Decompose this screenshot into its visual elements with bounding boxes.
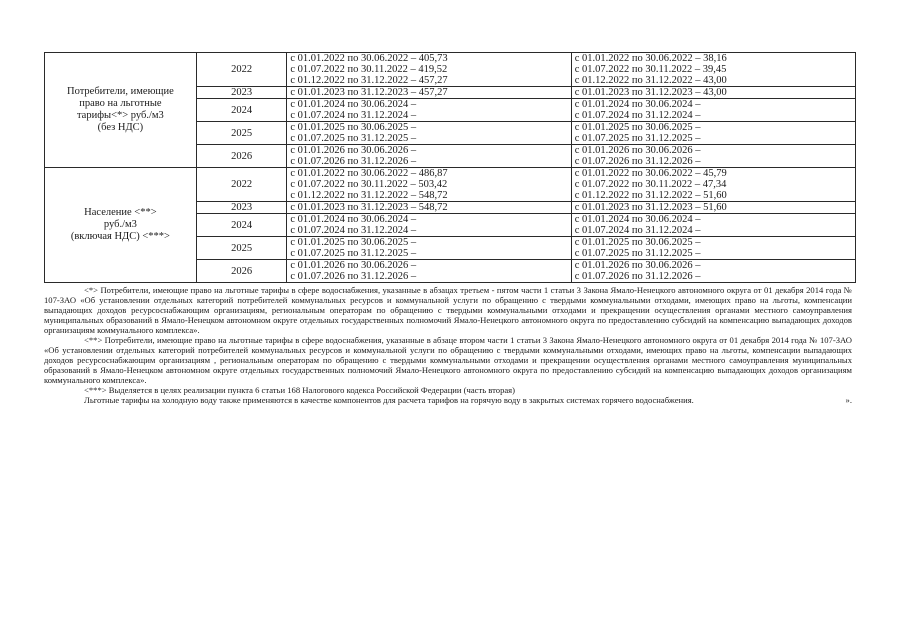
- tariff-component-cell: [571, 168, 855, 202]
- consumer-category-cell: [45, 53, 197, 168]
- tariff-cell: [287, 87, 571, 99]
- tariff-period-line: с 01.07.2022 по 30.11.2022 – 47,34: [574, 179, 727, 190]
- tariff-cell: [287, 202, 571, 214]
- year-cell: 2023: [196, 202, 287, 214]
- tariff-period-line: с 01.01.2024 по 30.06.2024 –: [290, 214, 417, 225]
- tariff-period-line: с 01.01.2026 по 30.06.2026 –: [290, 260, 417, 271]
- table-row: [45, 168, 856, 202]
- tariff-period-line: с 01.01.2023 по 31.12.2023 – 457,27: [290, 87, 448, 98]
- tariff-period-line: с 01.01.2025 по 30.06.2025 –: [574, 122, 701, 133]
- footnote-4: Льготные тарифы на холодную воду также применяются в качестве компонентов для расчета тарифов на горячую воду в закрытых системах горячего водоснабжения.: [84, 395, 694, 405]
- year-cell: 2025: [196, 122, 287, 145]
- tariff-period-line: с 01.01.2025 по 30.06.2025 –: [574, 237, 701, 248]
- tariff-cell: [287, 145, 571, 168]
- category-line: (без НДС): [97, 122, 144, 133]
- tariff-period-line: с 01.01.2023 по 31.12.2023 – 43,00: [574, 87, 727, 98]
- tariff-table: [44, 52, 856, 283]
- tariff-period-line: с 01.07.2024 по 31.12.2024 –: [290, 110, 417, 121]
- year-cell: 2022: [196, 53, 287, 87]
- tariff-period-line: с 01.01.2023 по 31.12.2023 – 548,72: [290, 202, 448, 213]
- tariff-period-line: с 01.01.2025 по 30.06.2025 –: [290, 122, 417, 133]
- footnote-1: <*> Потребители, имеющие право на льготные тарифы в сфере водоснабжения, указанные в абзацах третьем - пятом части 1 статьи 3 Закона Ямало-Ненецкого автономного округа от 01 декабря 2014 года № 107-ЗАО «Об установлении отдельных категорий потребителей коммунальных ресурсов и коммунальной услуги по обращению с твердыми коммунальными отходами, имеющих право на льготы, компенсации выпадающих доходов ресурсоснабжающим организациям, региональным операторам по обращению с твердыми коммунальными отходами и прекращении осуществления органами местного самоуправления муниципальных образований в Ямало-Ненецком автономном округе отдельных государственных полномочий Ямало-Ненецкого автономного округа по предоставлению субсидий на компенсацию выпадающих доходов организациям коммунального комплекса».: [44, 285, 852, 335]
- category-line: Потребители, имеющие: [67, 86, 174, 97]
- year-cell: 2026: [196, 260, 287, 283]
- tariff-period-line: с 01.07.2025 по 31.12.2025 –: [574, 248, 701, 259]
- tariff-period-line: с 01.01.2022 по 30.06.2022 – 486,87: [290, 168, 448, 179]
- tariff-period-line: с 01.07.2022 по 30.11.2022 – 39,45: [574, 64, 727, 75]
- tariff-cell: [287, 260, 571, 283]
- tariff-period-line: с 01.01.2024 по 30.06.2024 –: [574, 214, 701, 225]
- tariff-period-line: с 01.01.2025 по 30.06.2025 –: [290, 237, 417, 248]
- tariff-period-line: с 01.07.2026 по 31.12.2026 –: [574, 271, 701, 282]
- tariff-period-line: с 01.01.2022 по 30.06.2022 – 38,16: [574, 53, 727, 64]
- category-line: руб./м3: [103, 219, 137, 230]
- year-cell: 2026: [196, 145, 287, 168]
- tariff-cell: [287, 237, 571, 260]
- tariff-component-cell: [571, 237, 855, 260]
- year-cell: 2025: [196, 237, 287, 260]
- footnote-3: <***> Выделяется в целях реализации пункта 6 статьи 168 Налогового кодекса Российской Федерации (часть вторая): [84, 385, 515, 395]
- category-line: тарифы<*> руб./м3: [76, 110, 164, 121]
- tariff-period-line: с 01.07.2025 по 31.12.2025 –: [290, 133, 417, 144]
- tariff-component-cell: [571, 214, 855, 237]
- tariff-period-line: с 01.07.2022 по 30.11.2022 – 503,42: [290, 179, 448, 190]
- tariff-component-cell: [571, 145, 855, 168]
- year-cell: 2024: [196, 99, 287, 122]
- year-cell: 2024: [196, 214, 287, 237]
- tariff-period-line: с 01.07.2026 по 31.12.2026 –: [290, 271, 417, 282]
- tariff-component-cell: [571, 99, 855, 122]
- tariff-period-line: с 01.01.2022 по 30.06.2022 – 405,73: [290, 53, 448, 64]
- tariff-cell: [287, 53, 571, 87]
- tariff-period-line: с 01.12.2022 по 31.12.2022 – 548,72: [290, 190, 448, 201]
- category-line: право на льготные: [79, 98, 162, 109]
- category-line: Население <**>: [84, 207, 157, 218]
- tariff-period-line: с 01.01.2023 по 31.12.2023 – 51,60: [574, 202, 727, 213]
- consumer-category-cell: [45, 168, 197, 283]
- tariff-period-line: с 01.07.2025 по 31.12.2025 –: [290, 248, 417, 259]
- closing-quote: ».: [845, 395, 852, 405]
- tariff-period-line: с 01.12.2022 по 31.12.2022 – 51,60: [574, 190, 727, 201]
- tariff-period-line: с 01.01.2026 по 30.06.2026 –: [574, 260, 701, 271]
- tariff-component-cell: [571, 53, 855, 87]
- category-line: (включая НДС) <***>: [70, 231, 170, 242]
- tariff-component-cell: [571, 122, 855, 145]
- tariff-period-line: с 01.07.2024 по 31.12.2024 –: [574, 225, 701, 236]
- document-page: [44, 52, 874, 405]
- tariff-period-line: с 01.07.2022 по 30.11.2022 – 419,52: [290, 64, 448, 75]
- tariff-cell: [287, 214, 571, 237]
- tariff-cell: [287, 122, 571, 145]
- footnote-2: <**> Потребители, имеющие право на льготные тарифы в сфере водоснабжения, указанные в абзаце втором части 1 статьи 3 Закона Ямало-Ненецкого автономного округа от 01 декабря 2014 года № 107-ЗАО «Об установлении отдельных категорий потребителей коммунальных ресурсов и коммунальной услуги по обращению с твердыми коммунальными отходами, имеющих право на льготы, компенсации выпадающих доходов ресурсоснабжающим организациям , региональным операторам по обращению с твердыми коммунальными отходами и прекращении осуществления органами местного самоуправления муниципальных образований в Ямало-Ненецком автономном округе отдельных государственных полномочий Ямало-Ненецкого автономного округа по предоставлению субсидий на компенсацию выпадающих доходов организациям коммунального комплекса».: [44, 335, 852, 385]
- tariff-cell: [287, 99, 571, 122]
- tariff-cell: [287, 168, 571, 202]
- tariff-component-cell: [571, 202, 855, 214]
- tariff-period-line: с 01.12.2022 по 31.12.2022 – 43,00: [574, 75, 727, 86]
- tariff-period-line: с 01.12.2022 по 31.12.2022 – 457,27: [290, 75, 448, 86]
- footnotes: [44, 285, 852, 405]
- tariff-component-cell: [571, 260, 855, 283]
- tariff-period-line: с 01.07.2024 по 31.12.2024 –: [290, 225, 417, 236]
- tariff-period-line: с 01.01.2022 по 30.06.2022 – 45,79: [574, 168, 727, 179]
- tariff-period-line: с 01.01.2026 по 30.06.2026 –: [290, 145, 417, 156]
- tariff-period-line: с 01.01.2024 по 30.06.2024 –: [574, 99, 701, 110]
- table-row: [45, 53, 856, 87]
- year-cell: 2022: [196, 168, 287, 202]
- tariff-period-line: с 01.07.2025 по 31.12.2025 –: [574, 133, 701, 144]
- year-cell: 2023: [196, 87, 287, 99]
- tariff-period-line: с 01.01.2026 по 30.06.2026 –: [574, 145, 701, 156]
- tariff-period-line: с 01.07.2026 по 31.12.2026 –: [290, 156, 417, 167]
- tariff-component-cell: [571, 87, 855, 99]
- tariff-period-line: с 01.07.2024 по 31.12.2024 –: [574, 110, 701, 121]
- tariff-period-line: с 01.07.2026 по 31.12.2026 –: [574, 156, 701, 167]
- tariff-period-line: с 01.01.2024 по 30.06.2024 –: [290, 99, 417, 110]
